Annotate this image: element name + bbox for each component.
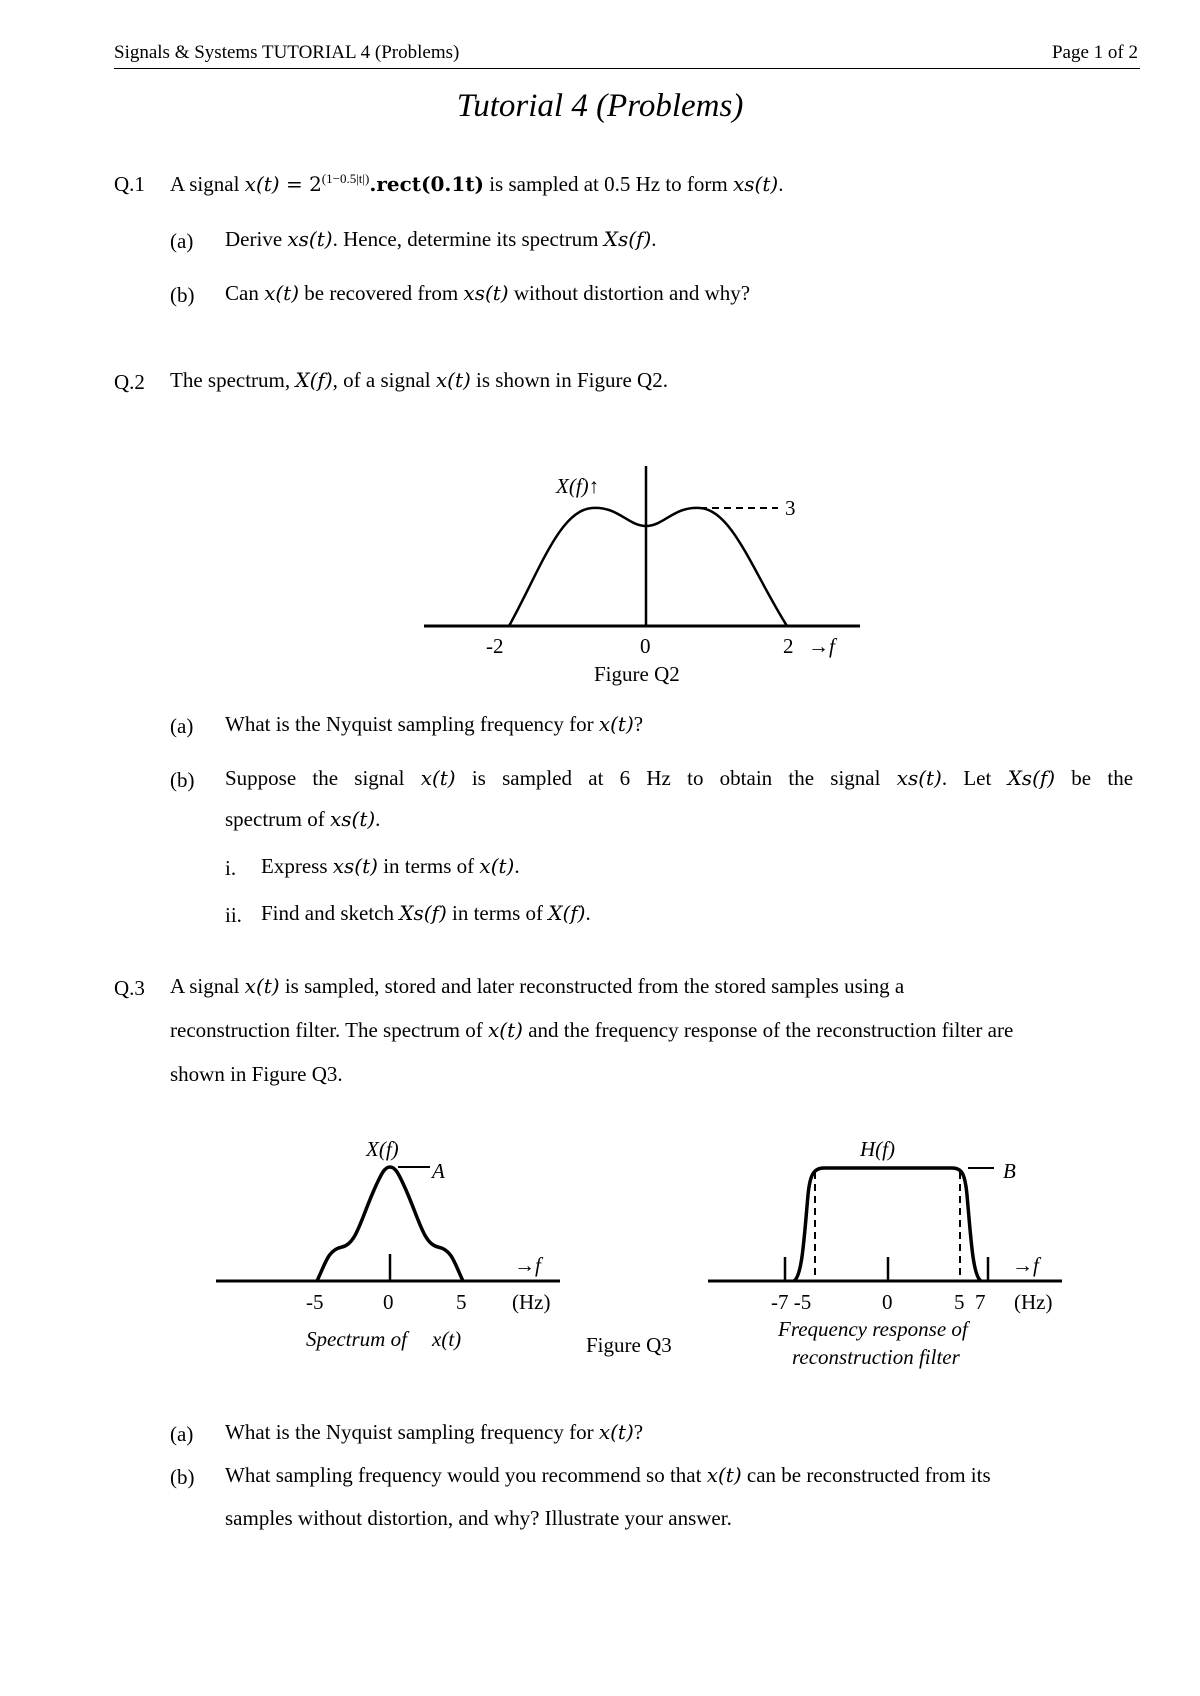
q3-a-text: What is the Nyquist sampling frequency for x(t)? — [225, 1420, 644, 1444]
q3-left-caption: Spectrum of — [306, 1327, 407, 1351]
q3-right-caption-line2: reconstruction filter — [792, 1345, 960, 1369]
q3-line2: reconstruction filter. The spectrum of x(t) and the frequency response of the reconstruction filter are — [170, 1018, 1014, 1042]
q1-stem: A signal $x(t) = 2^{(1-0.5|t|)}.rect(0.1t)$ is sampled at 0.5 Hz to form xs(t). — [170, 171, 784, 196]
q2-stem: The spectrum, X(f), of a signal x(t) is shown in Figure Q2. — [170, 368, 668, 392]
q3-line3: shown in Figure Q3. — [170, 1062, 343, 1086]
q1-a-text: Derive xs(t). Hence, determine its spectrum Xs(f). — [225, 227, 657, 251]
q3-figure-caption: Figure Q3 — [586, 1333, 672, 1357]
header-left: Signals & Systems TUTORIAL 4 (Problems) — [114, 42, 460, 63]
q3-right-caption-line1: Frequency response of — [778, 1317, 968, 1341]
q3-right-unit: (Hz) — [1014, 1290, 1053, 1314]
q2-peak-label: 3 — [785, 496, 796, 520]
q2-b-ii-label: ii. — [225, 903, 242, 927]
q2-b-i-text: Express xs(t) in terms of x(t). — [261, 854, 520, 878]
figure-q3 — [0, 1120, 1200, 1390]
q3-left-tick-5: 5 — [456, 1290, 467, 1314]
q3-left-unit: (Hz) — [512, 1290, 551, 1314]
q3-b-text-line1: What sampling frequency would you recommend so that x(t) can be reconstructed from its — [225, 1463, 991, 1487]
q1-b-label: (b) — [170, 283, 195, 307]
q1-a-label: (a) — [170, 229, 194, 253]
q3-left-caption-xt: x(t) — [432, 1327, 462, 1351]
q3-right-level-label: B — [1003, 1159, 1016, 1183]
q3-left-tick-0: 0 — [383, 1290, 394, 1314]
q2-tick-2: 2 — [783, 634, 794, 658]
page-number: Page 1 of 2 — [1051, 42, 1138, 63]
q2-a-label: (a) — [170, 714, 194, 738]
q3-left-x-arrow-label: →f — [514, 1253, 541, 1277]
q3-right-ticks-left: -7 -5 — [771, 1290, 812, 1314]
q2-number: Q.2 — [114, 370, 145, 394]
q3-b-label: (b) — [170, 1465, 195, 1489]
q2-b-i-label: i. — [225, 856, 237, 880]
header-rule — [114, 68, 1140, 69]
q3-b-text-line2: samples without distortion, and why? Illustrate your answer. — [225, 1506, 732, 1530]
q2-a-text: What is the Nyquist sampling frequency for x(t)? — [225, 712, 644, 736]
q3-a-label: (a) — [170, 1422, 194, 1446]
q3-left-peak-label: A — [432, 1159, 445, 1183]
q3-left-tick-neg5: -5 — [306, 1290, 324, 1314]
q3-left-y-label: X(f) — [366, 1137, 399, 1161]
figure-q2 — [0, 450, 1200, 710]
q3-right-ticks-right: 5 7 — [954, 1290, 986, 1314]
q3-right-x-arrow-label: →f — [1012, 1253, 1039, 1277]
q2-spectrum-curve — [509, 508, 787, 626]
q3-line1: A signal x(t) is sampled, stored and later reconstructed from the stored samples using a — [170, 974, 905, 998]
q2-x-arrow-label: →f — [808, 634, 835, 658]
page-title: Tutorial 4 (Problems) — [456, 88, 744, 124]
q2-figure-caption: Figure Q2 — [594, 662, 680, 686]
q1-number: Q.1 — [114, 172, 145, 196]
q1-b-text: Can x(t) be recovered from xs(t) without distortion and why? — [225, 281, 751, 305]
q2-y-label: X(f)↑ — [556, 474, 600, 498]
q2-b-label: (b) — [170, 768, 195, 792]
q2-b-ii-text: Find and sketch Xs(f) in terms of X(f). — [261, 901, 591, 925]
q2-tick-neg2: -2 — [486, 634, 504, 658]
q2-tick-0: 0 — [640, 634, 651, 658]
q2-b-text-line2: spectrum of xs(t). — [225, 807, 381, 831]
q3-right-y-label: H(f) — [860, 1137, 895, 1161]
q3-right-tick-zero: 0 — [882, 1290, 893, 1314]
q3-number: Q.3 — [114, 976, 145, 1000]
q2-b-text-line1: Suppose the signal x(t) is sampled at 6 Hz to obtain the signal xs(t). Let Xs(f) be the — [225, 766, 1134, 790]
